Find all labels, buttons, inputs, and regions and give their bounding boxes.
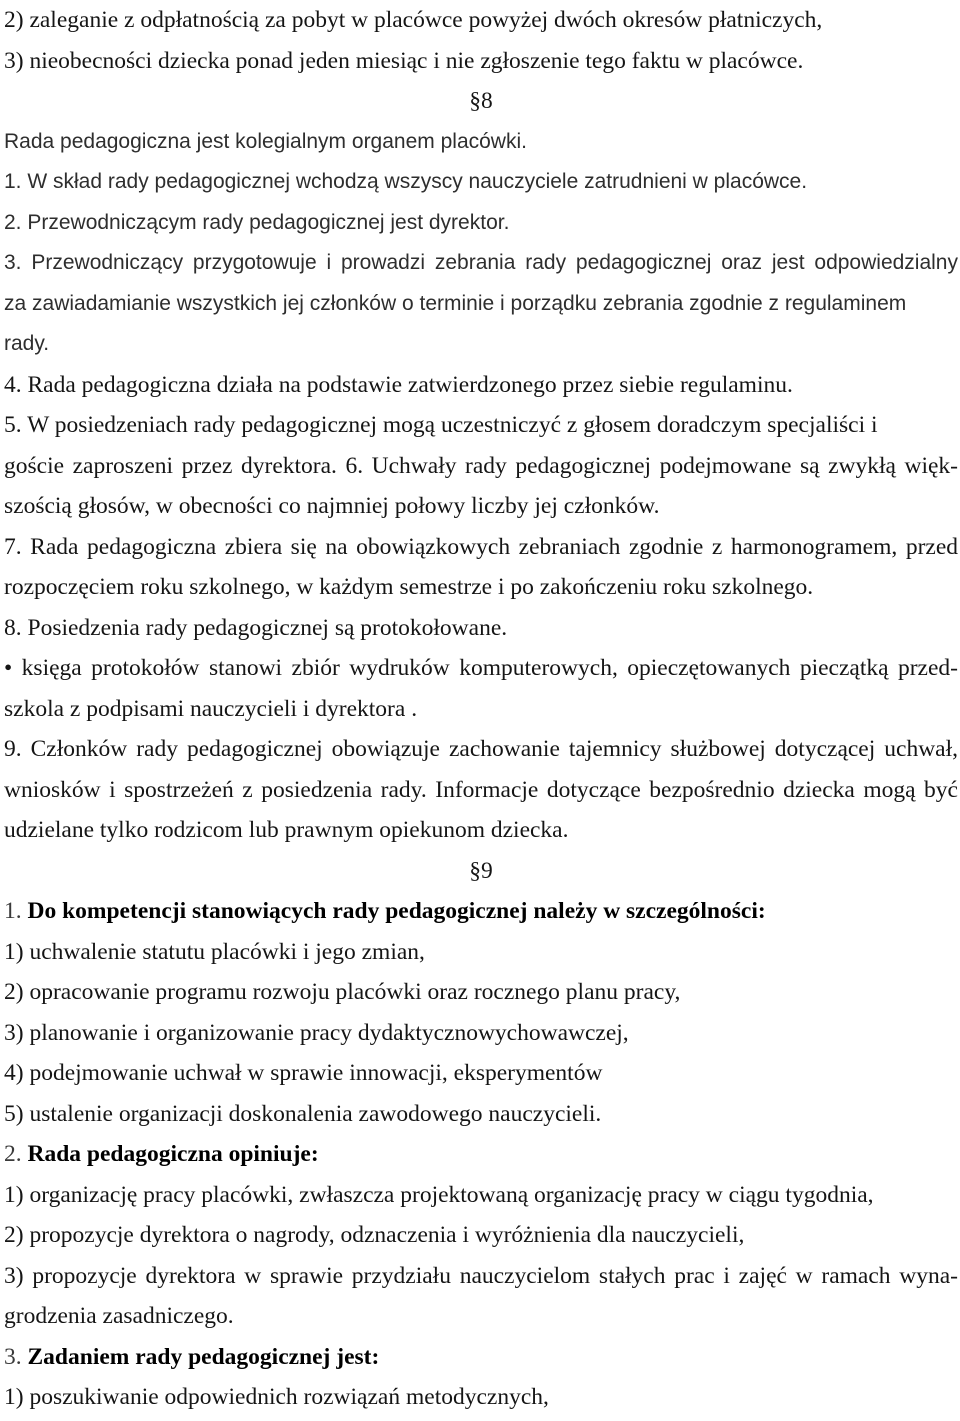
opinions-heading: [4, 1134, 958, 1175]
opinion-item-continuation: grodzenia zasadniczego.: [4, 1303, 234, 1329]
competence-item: 3) planowanie i organizowanie pracy dydaktycznowychowawczej,: [4, 1019, 629, 1046]
competences-number: 1.: [4, 898, 22, 924]
competence-item: 2) opracowanie programu rozwoju placówki oraz rocznego planu pracy,: [4, 979, 681, 1005]
section-8-point-5-6-line: goście zaproszeni przez dyrektora. 6. Uchwały rady pedagogicznej podejmowane są zwykłą więk-: [4, 452, 958, 479]
tasks-title: Zadaniem rady pedagogicznej jest:: [27, 1343, 380, 1370]
bullet-item-line: szkola z podpisami nauczycieli i dyrektora .: [4, 695, 418, 722]
opinions-number: 2.: [4, 1141, 22, 1167]
previous-list-item: 2) zaleganie z odpłatnością za pobyt w placówce powyżej dwóch okresów płatniczych,: [4, 7, 823, 33]
opinion-item: 3) propozycje dyrektora w sprawie przydziału nauczycielom stałych prac i zajęć w ramach wyna-: [4, 1262, 958, 1289]
task-item: 1) poszukiwanie odpowiednich rozwiązań metodycznych,: [4, 1384, 549, 1410]
bullet-item-line: • księga protokołów stanowi zbiór wydruków komputerowych, opieczętowanych pieczątką przed-: [4, 655, 958, 681]
section-8-point-9-line: udzielane tylko rodzicom lub prawnym opiekunom dziecka.: [4, 817, 569, 843]
opinions-title: Rada pedagogiczna opiniuje:: [27, 1141, 319, 1167]
opinion-item: 2) propozycje dyrektora o nagrody, odznaczenia i wyróżnienia dla nauczycieli,: [4, 1222, 745, 1248]
section-8-point-3-line: za zawiadamianie wszystkich jej członków o terminie i porządku zebrania zgodnie z regulaminem: [4, 291, 907, 315]
tasks-number: 3.: [4, 1343, 22, 1370]
section-8-point-1: 1. W skład rady pedagogicznej wchodzą wszyscy nauczyciele zatrudnieni w placówce.: [4, 170, 808, 193]
section-8-point-6-line: szością głosów, w obecności co najmniej połowy liczby jej członków.: [4, 493, 660, 519]
section-8-point-5-line: 5. W posiedzeniach rady pedagogicznej mogą uczestniczyć z głosem doradczym specjaliści i: [4, 412, 878, 438]
section-8-intro: Rada pedagogiczna jest kolegialnym organem placówki.: [4, 129, 527, 153]
section-8-point-7-line: rozpoczęciem roku szkolnego, w każdym semestrze i po zakończeniu roku szkolnego.: [4, 574, 814, 600]
section-8-point-4: 4. Rada pedagogiczna działa na podstawie zatwierdzonego przez siebie regulaminu.: [4, 371, 793, 398]
section-9-heading: §9: [469, 857, 493, 884]
previous-list-item: 3) nieobecności dziecka ponad jeden miesiąc i nie zgłoszenie tego faktu w placówce.: [4, 47, 804, 74]
section-8-point-9-line: 9. Członków rady pedagogicznej obowiązuje zachowanie tajemnicy służbowej dotyczącej uchwał,: [4, 736, 958, 762]
competence-item: 4) podejmowanie uchwał w sprawie innowacji, eksperymentów: [4, 1060, 603, 1086]
section-8-heading: §8: [469, 88, 493, 114]
competences-heading: [4, 891, 958, 932]
section-8-point-2: 2. Przewodniczącym rady pedagogicznej jest dyrektor.: [4, 210, 510, 234]
competences-title: Do kompetencji stanowiących rady pedagogicznej należy w szczególności:: [27, 898, 766, 924]
competence-item: 5) ustalenie organizacji doskonalenia zawodowego nauczycieli.: [4, 1100, 602, 1127]
tasks-heading: [4, 1337, 958, 1378]
section-8-point-3-line: 3. Przewodniczący przygotowuje i prowadzi zebrania rady pedagogicznej oraz jest odpowiedzialny: [4, 251, 958, 274]
section-8-point-7-line: 7. Rada pedagogiczna zbiera się na obowiązkowych zebraniach zgodnie z harmonogramem, przed: [4, 533, 958, 560]
opinion-item: 1) organizację pracy placówki, zwłaszcza projektowaną organizację pracy w ciągu tygodnia,: [4, 1181, 874, 1208]
competence-item: 1) uchwalenie statutu placówki i jego zmian,: [4, 938, 425, 965]
section-8-point-9-line: wniosków i spostrzeżeń z posiedzenia rady. Informacje dotyczące bezpośrednio dziecka mogą być: [4, 776, 958, 803]
section-8-point-3-line: rady.: [4, 332, 50, 355]
section-8-point-8: 8. Posiedzenia rady pedagogicznej są protokołowane.: [4, 614, 508, 641]
